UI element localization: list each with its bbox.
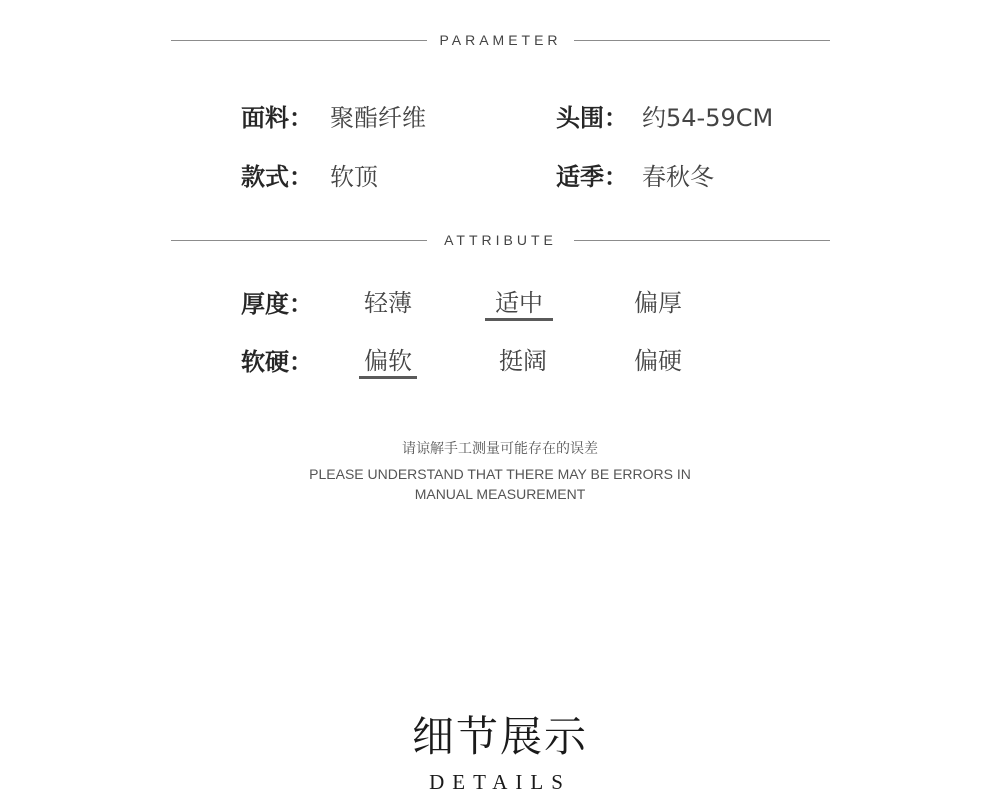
parameter-divider: [171, 31, 830, 49]
softness-option-selected: 偏软: [359, 346, 417, 379]
measurement-note-en: PLEASE UNDERSTAND THAT THERE MAY BE ERRORS IN MANUAL MEASUREMENT: [309, 466, 691, 502]
details-title-en: DETAILS: [429, 770, 571, 794]
style-value: 软顶: [330, 163, 378, 191]
attribute-divider: [171, 231, 830, 249]
head-circumference-value: 约54-59CM: [642, 104, 774, 132]
divider-line-right: [574, 240, 830, 241]
fabric-label: 面料：: [241, 104, 313, 132]
thickness-option: 偏厚: [634, 289, 682, 317]
style-label: 款式：: [241, 163, 313, 191]
parameter-heading: PARAMETER: [439, 32, 562, 48]
season-value: 春秋冬: [642, 163, 714, 191]
softness-option: 偏硬: [634, 347, 682, 375]
measurement-note-cn: 请谅解手工测量可能存在的误差: [402, 441, 598, 457]
softness-option: 挺阔: [499, 347, 547, 375]
fabric-value: 聚酯纤维: [330, 104, 426, 132]
softness-label: 软硬：: [241, 348, 313, 376]
attribute-heading: ATTRIBUTE: [444, 232, 557, 248]
divider-line-right: [574, 40, 830, 41]
thickness-option: 轻薄: [364, 289, 412, 317]
season-label: 适季：: [556, 163, 628, 191]
thickness-label: 厚度：: [241, 290, 313, 318]
thickness-option-selected: 适中: [485, 288, 553, 321]
head-circumference-label: 头围：: [556, 104, 628, 132]
details-title-cn: 细节展示: [411, 712, 588, 761]
